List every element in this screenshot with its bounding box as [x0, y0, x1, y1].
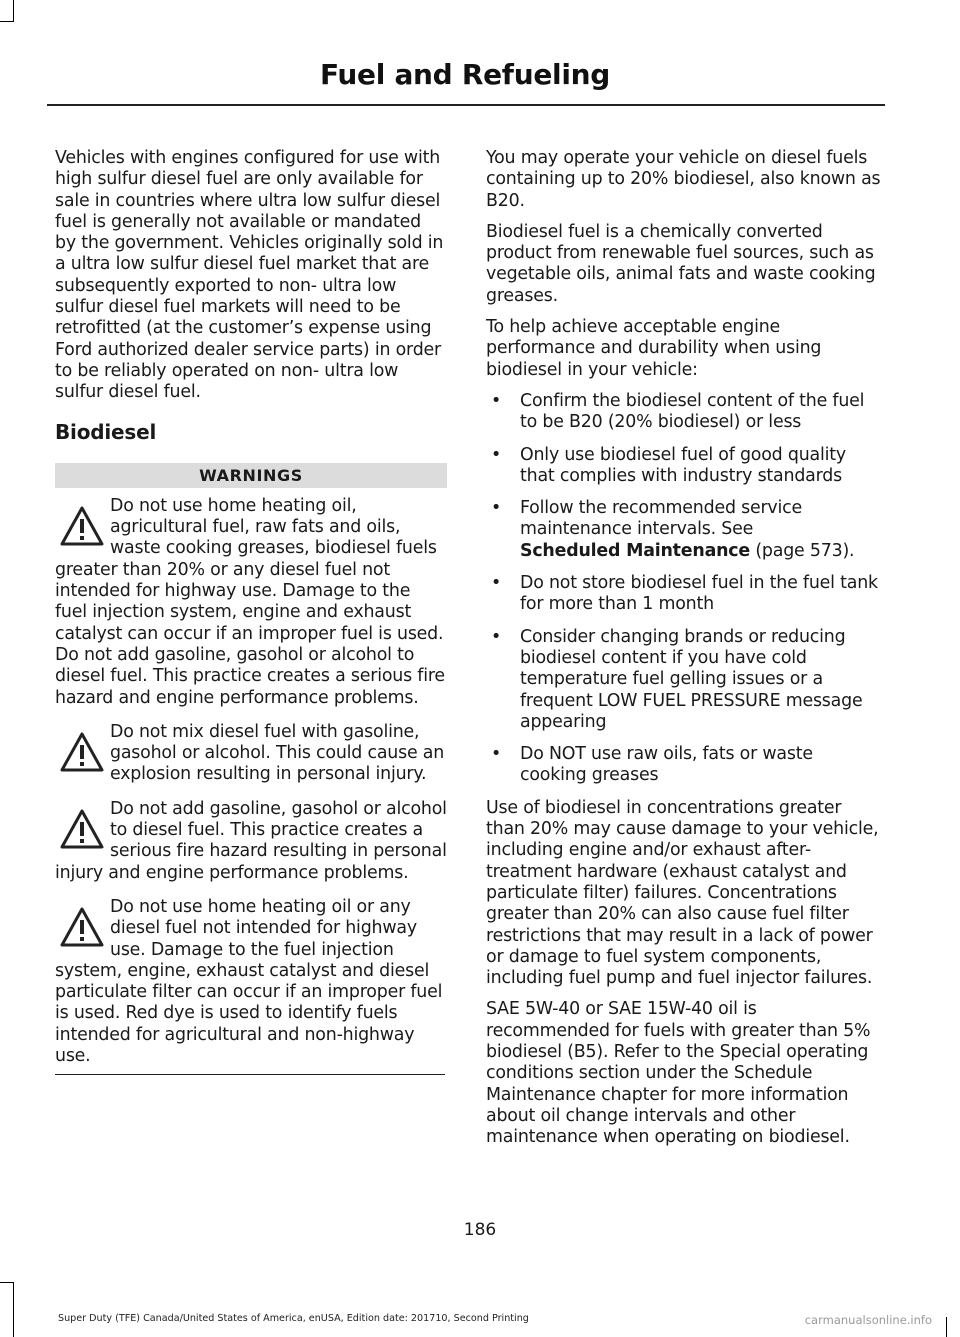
warning-text: Do not use home heating oil, agricultural fuel, raw fats and oils, waste cooking greases, biodiesel fuels greater than 20% or any diesel fuel not intended for highway use. Damage to the fuel injection system, engine and exhaust catalyst can occur if an improper fuel is used. Do not add gasoline, gasohol or alcohol to diesel fuel. This practice creates a serious fire hazard and engine performance problems. [55, 495, 445, 708]
list-item-text: Confirm the biodiesel content of the fuel to be B20 (20% biodiesel) or less [520, 390, 865, 433]
bullet: • [491, 573, 502, 594]
list-item [486, 391, 881, 434]
warnings-end-rule [55, 1074, 445, 1075]
warning-triangle-icon [59, 905, 105, 951]
page-title: Fuel and Refueling [319, 58, 610, 91]
list-item [486, 573, 881, 616]
bullet: • [491, 626, 502, 647]
crop-mark-bottom-right-vertical [946, 1317, 947, 1337]
warning-item [55, 799, 447, 884]
paragraph: Use of biodiesel in concentrations greater than 20% may cause damage to your vehicle, including engine and/or exhaust after-treatment hardware (exhaust catalyst and particulate filter) failures. Concentrations greater than 20% can also cause fuel filter restrictions that may result in a lack of power or damage to fuel system components, including fuel pump and fuel injector failures. [486, 797, 879, 989]
footer-edition-info: Super Duty (TFE) Canada/United States of America, enUSA, Edition date: 201710, Second Printing [58, 1313, 529, 1324]
paragraph: To help achieve acceptable engine performance and durability when using biodiesel in your vehicle: [486, 317, 822, 380]
page-number: 186 [463, 1220, 497, 1240]
warnings-header: WARNINGS [55, 463, 447, 488]
header-divider [47, 104, 885, 106]
list-item [486, 445, 881, 488]
paragraph: SAE 5W-40 or SAE 15W-40 oil is recommended for fuels with greater than 5% biodiesel (B5). Refer to the Special operating conditions section under the Schedule Maintenance chapter for more information about oil change intervals and other maintenance when operating on biodiesel. [486, 999, 871, 1148]
list-item-text: Consider changing brands or reducing biodiesel content if you have cold temperature fuel gelling issues or a frequent LOW FUEL PRESSURE message appearing [520, 626, 863, 732]
warning-item [55, 722, 447, 786]
cross-reference-link[interactable]: Scheduled Maintenance [520, 540, 750, 561]
list-item-text: Do NOT use raw oils, fats or waste cooking greases [520, 744, 813, 786]
list-item-text: Do not store biodiesel fuel in the fuel tank for more than 1 month [520, 573, 878, 615]
list-item [486, 744, 881, 787]
bullet: • [491, 444, 502, 465]
paragraph: Biodiesel fuel is a chemically converted product from renewable fuel sources, such as vegetable oils, animal fats and waste cooking greases. [486, 221, 876, 306]
warning-text: Do not mix diesel fuel with gasoline, gasohol or alcohol. This could cause an explosion resulting in personal injury. [110, 721, 445, 785]
warning-triangle-icon [59, 730, 105, 776]
bullet-list [486, 391, 881, 787]
warning-item [55, 897, 447, 1067]
warning-item [55, 496, 447, 709]
bullet: • [491, 390, 502, 411]
warning-text: Do not use home heating oil or any diesel fuel not intended for highway use. Damage to the fuel injection system, engine, exhaust catalyst and diesel particulate filter can occur if an improper fuel is used. Red dye is used to identify fuels intended for agricultural and non-highway use. [55, 896, 443, 1066]
warning-triangle-icon [59, 807, 105, 853]
crop-mark-top-left-vertical [13, 0, 14, 22]
intro-paragraph: Vehicles with engines configured for use with high sulfur diesel fuel are only available for sale in countries where ultra low sulfur diesel fuel is generally not available or mandated by the government. Vehicles originally sold in a ultra low sulfur diesel fuel market that are subsequently exported to non- ultra low sulfur diesel fuel markets will need to be retrofitted (at the customer’s expense using Ford authorized dealer service parts) in order to be reliably operated on non- ultra low sulfur diesel fuel. [55, 148, 444, 403]
bullet: • [491, 744, 502, 765]
cross-reference-page: (page 573). [755, 540, 855, 561]
watermark: carmanualsonline.info [804, 1313, 932, 1327]
warning-text: Do not add gasoline, gasohol or alcohol to diesel fuel. This practice creates a serious fire hazard resulting in personal injury and engine performance problems. [55, 798, 447, 883]
crop-mark-bottom-left-horizontal [0, 1282, 14, 1283]
bullet: • [491, 498, 502, 519]
crop-mark-bottom-left-vertical [13, 1282, 14, 1337]
list-item-text: Only use biodiesel fuel of good quality that complies with industry standards [520, 444, 846, 486]
paragraph: You may operate your vehicle on diesel fuels containing up to 20% biodiesel, also known as B20. [486, 148, 881, 211]
section-heading-biodiesel: Biodiesel [55, 419, 157, 444]
right-column [486, 148, 881, 1158]
list-item-text: Follow the recommended service maintenance intervals. See [520, 498, 803, 540]
left-column [55, 148, 447, 1075]
crop-mark-top-left-horizontal [0, 21, 14, 22]
warning-triangle-icon [59, 504, 105, 550]
list-item [486, 498, 881, 562]
list-item [486, 627, 881, 733]
